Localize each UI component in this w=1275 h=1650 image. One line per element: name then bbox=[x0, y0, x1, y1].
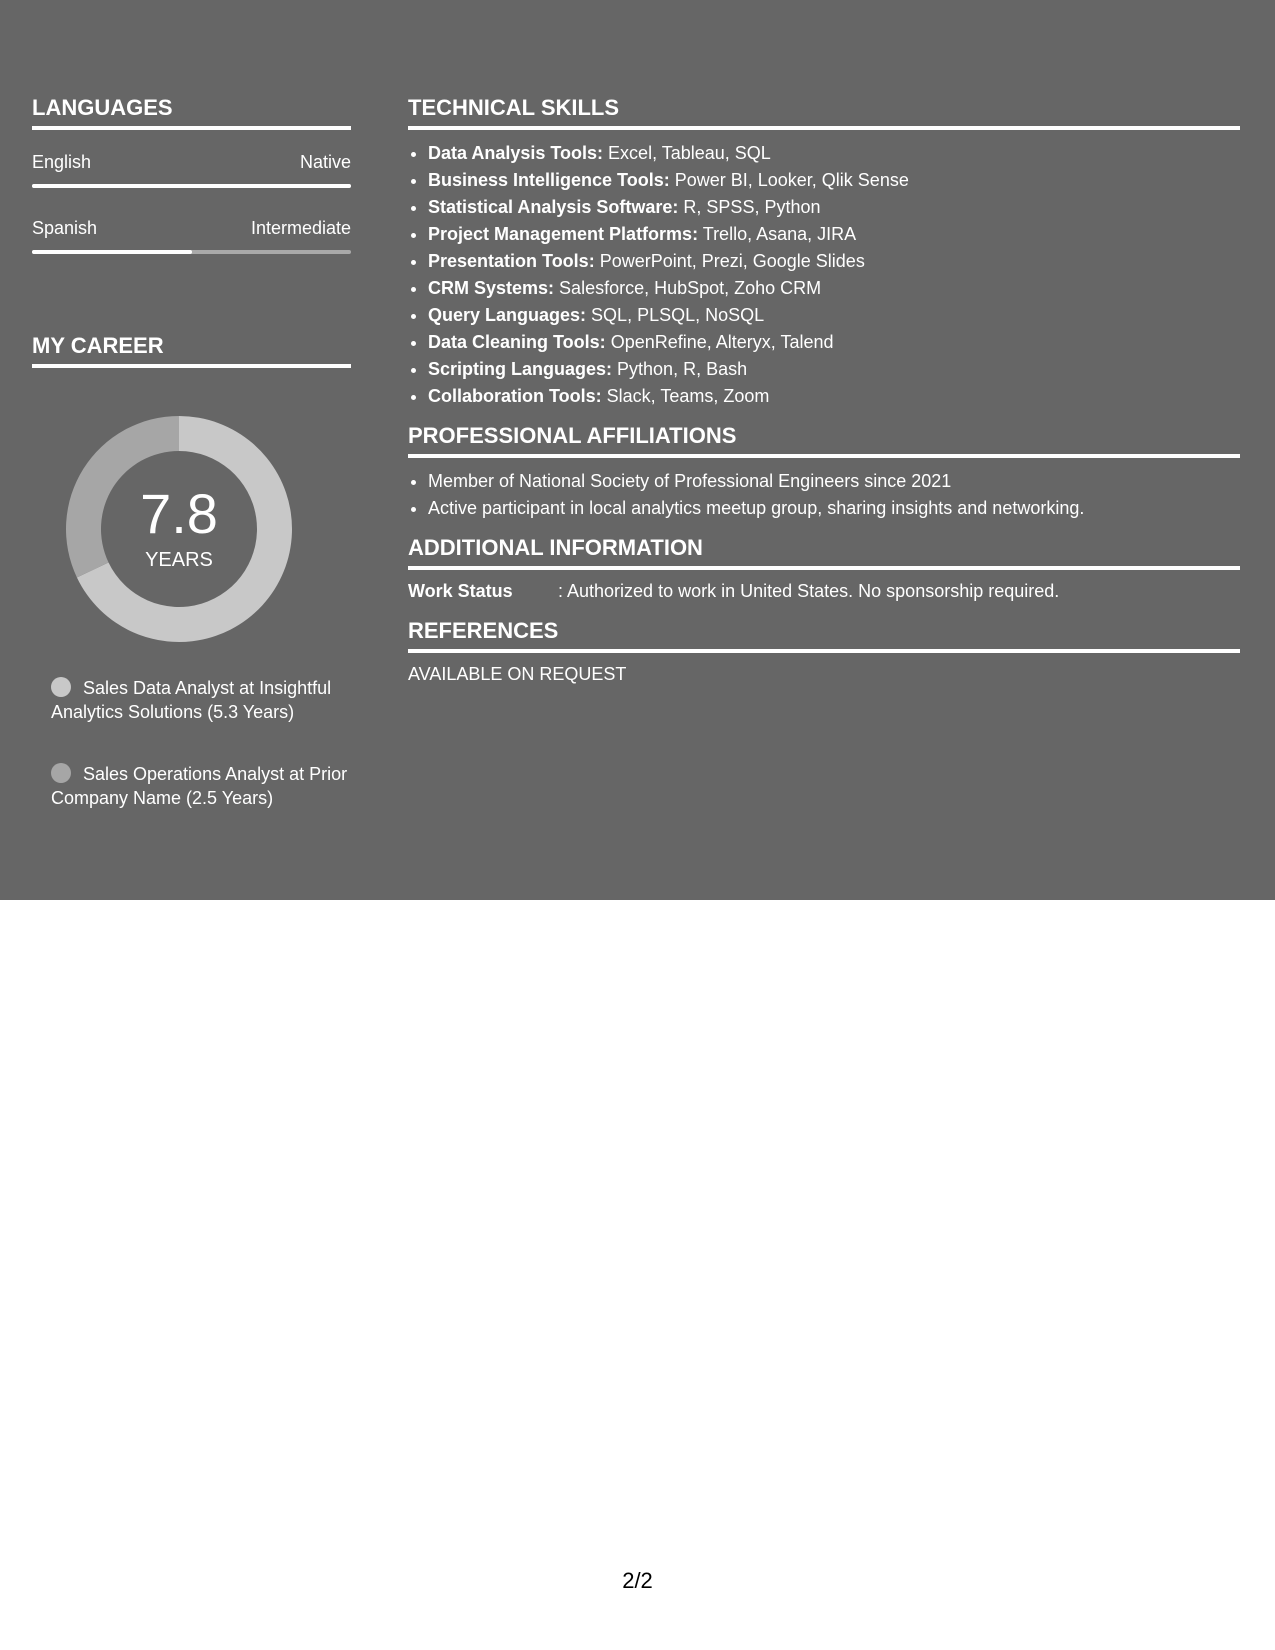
career-total-unit: YEARS bbox=[145, 549, 213, 571]
language-proficiency-fill bbox=[32, 250, 192, 254]
language-level: Native bbox=[299, 152, 351, 172]
technical-skills-title: TECHNICAL SKILLS bbox=[408, 94, 1240, 130]
career-item bbox=[51, 762, 351, 810]
language-level: Intermediate bbox=[250, 218, 351, 238]
language-name: English bbox=[32, 152, 92, 172]
language-name: Spanish bbox=[32, 218, 98, 238]
list-item: • Collaboration Tools: Slack, Teams, Zoom bbox=[428, 383, 1240, 410]
list-item: • CRM Systems: Salesforce, HubSpot, Zoho CRM bbox=[428, 275, 1240, 302]
career-item bbox=[51, 676, 351, 724]
references-title: REFERENCES bbox=[408, 617, 1240, 653]
language-proficiency-fill bbox=[32, 184, 351, 188]
additional-info-title: ADDITIONAL INFORMATION bbox=[408, 534, 1240, 570]
list-item: • Project Management Platforms: Trello, Asana, JIRA bbox=[428, 221, 1240, 248]
list-item: • Business Intelligence Tools: Power BI, Looker, Qlik Sense bbox=[428, 167, 1240, 194]
languages-title: LANGUAGES bbox=[32, 94, 351, 130]
legend-dot bbox=[51, 763, 71, 783]
legend-dot bbox=[51, 677, 71, 697]
list-item: • Active participant in local analytics meetup group, sharing insights and networking. bbox=[428, 495, 1240, 522]
list-item: • Scripting Languages: Python, R, Bash bbox=[428, 356, 1240, 383]
career-item-label: Sales Operations Analyst at Prior Company Name (2.5 Years) bbox=[51, 764, 348, 808]
career-title: MY CAREER bbox=[32, 332, 351, 368]
list-item: • Statistical Analysis Software: R, SPSS, Python bbox=[428, 194, 1240, 221]
technical-skills-list bbox=[408, 140, 1240, 410]
left-column bbox=[32, 94, 351, 808]
right-column bbox=[408, 94, 1240, 688]
list-item: • Query Languages: SQL, PLSQL, NoSQL bbox=[428, 302, 1240, 329]
list-item: • Member of National Society of Professional Engineers since 2021 bbox=[428, 468, 1240, 495]
list-item: • Presentation Tools: PowerPoint, Prezi, Google Slides bbox=[428, 248, 1240, 275]
donut-center bbox=[64, 414, 294, 644]
work-status-value: : Authorized to work in United States. No sponsorship required. bbox=[558, 581, 1060, 601]
references-text: AVAILABLE ON REQUEST bbox=[408, 664, 627, 684]
language-item-english bbox=[32, 150, 351, 188]
page-number: 2/2 bbox=[622, 1568, 653, 1593]
career-donut-chart bbox=[64, 414, 294, 644]
affiliations-list bbox=[408, 468, 1240, 522]
list-item: • Data Cleaning Tools: OpenRefine, Alteryx, Talend bbox=[428, 329, 1240, 356]
language-proficiency-bar bbox=[32, 184, 351, 188]
language-proficiency-bar bbox=[32, 250, 351, 254]
list-item: • Data Analysis Tools: Excel, Tableau, SQL bbox=[428, 140, 1240, 167]
language-item-spanish bbox=[32, 216, 351, 254]
affiliations-title: PROFESSIONAL AFFILIATIONS bbox=[408, 422, 1240, 458]
career-total-years: 7.8 bbox=[140, 482, 218, 545]
work-status-row bbox=[408, 578, 1240, 605]
career-item-label: Sales Data Analyst at Insightful Analytics Solutions (5.3 Years) bbox=[51, 678, 332, 722]
work-status-label: Work Status bbox=[408, 581, 513, 601]
